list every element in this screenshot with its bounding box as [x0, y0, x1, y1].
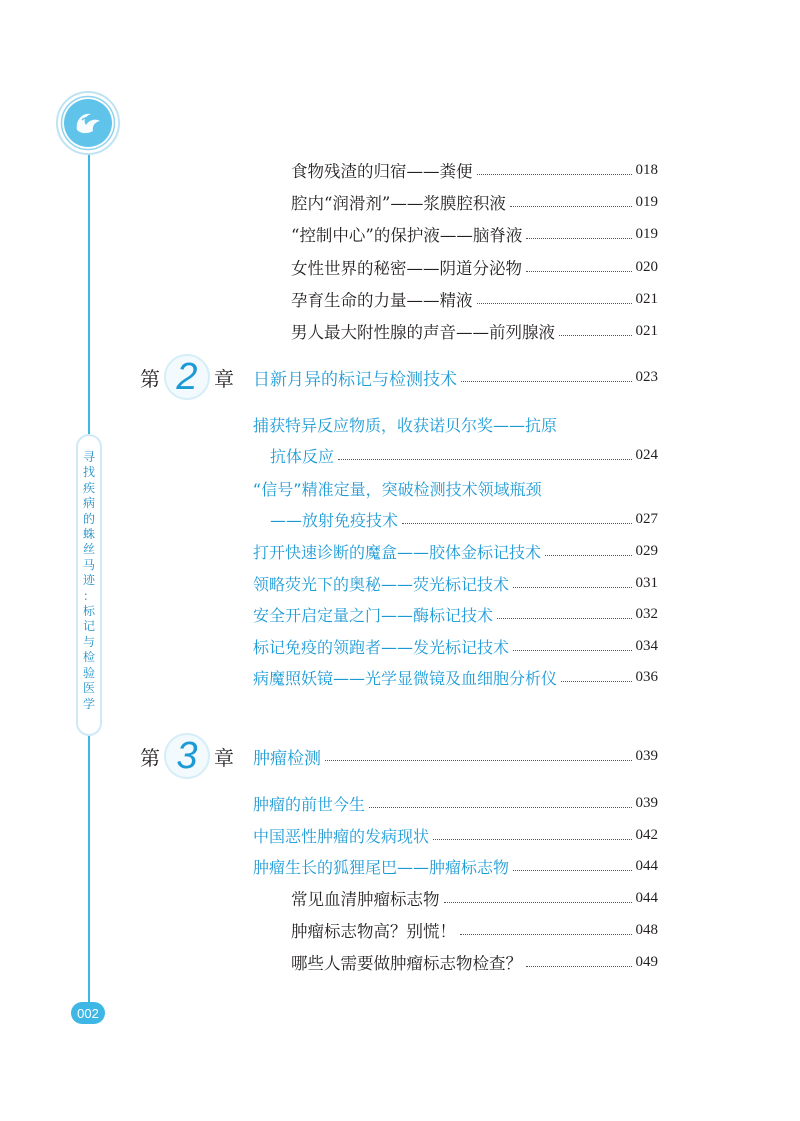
side-title-char: 与: [82, 634, 95, 649]
subsection-entry[interactable]: [291, 885, 658, 911]
side-rule-bottom: [88, 736, 90, 1002]
section-page: 034: [635, 637, 658, 654]
section-page: 029: [635, 542, 658, 559]
toc-entry-title: 食物残渣的归宿——粪便: [291, 162, 473, 181]
side-title-char: ：: [82, 588, 95, 603]
leader-dots: [369, 806, 631, 808]
section-entry[interactable]: [253, 601, 658, 627]
side-rule-top: [88, 150, 90, 434]
section-title-line2: ——放射免疫技术: [270, 510, 399, 530]
side-title-char: 验: [82, 665, 95, 680]
chapter-suffix: 章: [214, 366, 234, 391]
toc-entry-title: 孕育生命的力量——精液: [291, 291, 473, 310]
section-title: 中国恶性肿瘤的发病现状: [253, 826, 430, 846]
toc-entry-page: 019: [635, 193, 658, 210]
leader-dots: [477, 302, 632, 304]
leader-dots: [510, 205, 632, 207]
chapter-2-title-entry[interactable]: [253, 364, 658, 390]
side-title-char: 马: [82, 557, 95, 572]
chapter-title: 日新月异的标记与检测技术: [253, 369, 457, 390]
toc-entry-title: “控制中心”的保护液——脑脊液: [291, 226, 523, 245]
chapter-number-badge: [164, 354, 210, 400]
section-title: 病魔照妖镜——光学显微镜及血细胞分析仪: [253, 668, 558, 688]
subsection-entry[interactable]: [291, 917, 658, 943]
chapter-page: 039: [635, 747, 658, 764]
side-title-char: 丝: [82, 542, 95, 557]
toc-entry[interactable]: [291, 189, 658, 215]
side-title-char: 学: [82, 696, 95, 711]
toc-entry[interactable]: [291, 286, 658, 312]
side-title-char: 疾: [82, 480, 95, 495]
leader-dots: [559, 334, 632, 336]
side-title-char: 找: [82, 465, 95, 480]
chapter-prefix: 第: [140, 366, 160, 391]
side-book-title: [76, 434, 102, 736]
section-page: 036: [635, 668, 658, 685]
leader-dots: [433, 838, 631, 840]
chapter-title: 肿瘤检测: [253, 748, 321, 769]
section-page: 024: [635, 446, 658, 463]
subsection-entry[interactable]: [291, 949, 658, 975]
leader-dots: [444, 901, 632, 903]
toc-entry-title: 腔内“润滑剂”——浆膜腔积液: [291, 194, 506, 213]
section-page: 031: [635, 574, 658, 591]
section-page: 027: [635, 510, 658, 527]
section-entry[interactable]: [270, 442, 658, 468]
leader-dots: [402, 522, 631, 524]
side-title-char: 医: [82, 681, 95, 696]
section-title: 打开快速诊断的魔盒——胶体金标记技术: [253, 542, 542, 562]
toc-entry-page: 020: [635, 258, 658, 275]
section-title-line2: 抗体反应: [270, 446, 335, 466]
leader-dots: [526, 270, 632, 272]
chapter-page: 023: [635, 368, 658, 385]
page-number-badge: 002: [71, 1002, 105, 1024]
leader-dots: [460, 933, 632, 935]
section-title: 肿瘤的前世今生: [253, 794, 366, 814]
section-entry[interactable]: [253, 790, 658, 816]
toc-entry-page: 021: [635, 322, 658, 339]
section-page: 039: [635, 794, 658, 811]
leader-dots: [325, 759, 632, 761]
leader-dots: [526, 237, 631, 239]
section-title-line1[interactable]: 捕获特异反应物质，收获诺贝尔奖——抗原: [253, 416, 558, 435]
subsection-page: 044: [635, 889, 658, 906]
leader-dots: [561, 680, 631, 682]
leader-dots: [497, 617, 631, 619]
side-title-char: 寻: [82, 450, 95, 464]
leader-dots: [477, 173, 632, 175]
toc-entry-page: 021: [635, 290, 658, 307]
chapter-number: 3: [176, 735, 198, 777]
section-entry[interactable]: [253, 570, 658, 596]
side-title-char: 迹: [82, 573, 95, 588]
toc-entry-title: 女性世界的秘密——阴道分泌物: [291, 259, 522, 278]
chapter-number-badge: [164, 733, 210, 779]
chapter-3-title-entry[interactable]: [253, 743, 658, 769]
subsection-page: 048: [635, 921, 658, 938]
chapter-3-heading[interactable]: [140, 733, 234, 779]
toc-entry[interactable]: [291, 318, 658, 344]
leader-dots: [338, 458, 631, 460]
toc-entry-title: 男人最大附性腺的声音——前列腺液: [291, 323, 555, 342]
toc-entry-page: 018: [635, 161, 658, 178]
leader-dots: [513, 649, 631, 651]
subsection-page: 049: [635, 953, 658, 970]
section-title: 标记免疫的领跑者——发光标记技术: [253, 637, 510, 657]
section-title: 安全开启定量之门——酶标记技术: [253, 605, 494, 625]
leader-dots: [513, 869, 631, 871]
flower-logo-icon: [55, 90, 121, 156]
section-entry[interactable]: [253, 822, 658, 848]
chapter-prefix: 第: [140, 745, 160, 770]
toc-entry-page: 019: [635, 225, 658, 242]
chapter-number: 2: [176, 356, 198, 398]
section-page: 032: [635, 605, 658, 622]
subsection-title: 哪些人需要做肿瘤标志物检查？: [291, 954, 522, 973]
side-title-char: 标: [82, 604, 95, 619]
leader-dots: [526, 965, 632, 967]
leader-dots: [461, 380, 632, 382]
subsection-title: 肿瘤标志物高？别慌！: [291, 922, 456, 941]
section-entry[interactable]: [253, 538, 658, 564]
section-page: 044: [635, 857, 658, 874]
section-title: 领略荧光下的奥秘——荧光标记技术: [253, 574, 510, 594]
subsection-title: 常见血清肿瘤标志物: [291, 890, 440, 909]
leader-dots: [545, 554, 631, 556]
chapter-suffix: 章: [214, 745, 234, 770]
side-title-char: 检: [82, 650, 95, 665]
side-title-char: 记: [82, 619, 95, 634]
toc-entry[interactable]: [291, 157, 658, 183]
section-title-line1[interactable]: “信号”精准定量，突破检测技术领域瓶颈: [253, 480, 542, 499]
section-entry[interactable]: [270, 506, 658, 532]
section-title: 肿瘤生长的狐狸尾巴——肿瘤标志物: [253, 857, 510, 877]
section-entry[interactable]: [253, 664, 658, 690]
leader-dots: [513, 586, 631, 588]
section-entry[interactable]: [253, 853, 658, 879]
toc-entry[interactable]: [291, 254, 658, 280]
section-entry[interactable]: [253, 633, 658, 659]
side-title-char: 病: [82, 496, 95, 511]
side-title-char: 的: [82, 511, 95, 526]
toc-entry[interactable]: [291, 221, 658, 247]
side-title-char: 蛛: [82, 527, 95, 542]
section-page: 042: [635, 826, 658, 843]
